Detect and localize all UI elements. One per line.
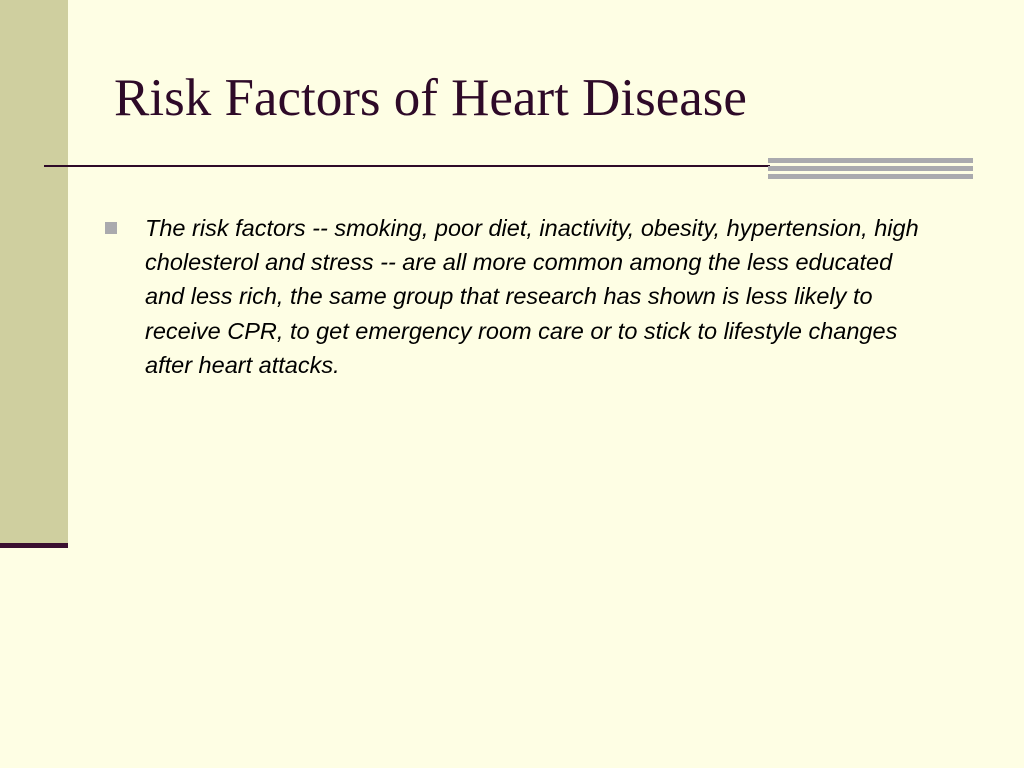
square-bullet-icon xyxy=(105,222,117,234)
stripe-1 xyxy=(768,158,973,163)
title-underline xyxy=(44,165,770,167)
bullet-item xyxy=(105,211,935,382)
left-decorative-bar xyxy=(0,0,68,546)
slide-title: Risk Factors of Heart Disease xyxy=(114,69,747,127)
title-stripes-decoration xyxy=(768,158,973,179)
bullet-text: The risk factors -- smoking, poor diet, inactivity, obesity, hypertension, high cholesterol and stress -- are all more common among the less educated and less rich, the same group that research has shown is less likely to receive CPR, to get emergency room care or to stick to lifestyle changes after heart attacks. xyxy=(145,215,919,378)
bullet-list xyxy=(105,211,935,382)
left-bar-accent-line xyxy=(0,543,68,548)
stripe-3 xyxy=(768,174,973,179)
stripe-2 xyxy=(768,166,973,171)
